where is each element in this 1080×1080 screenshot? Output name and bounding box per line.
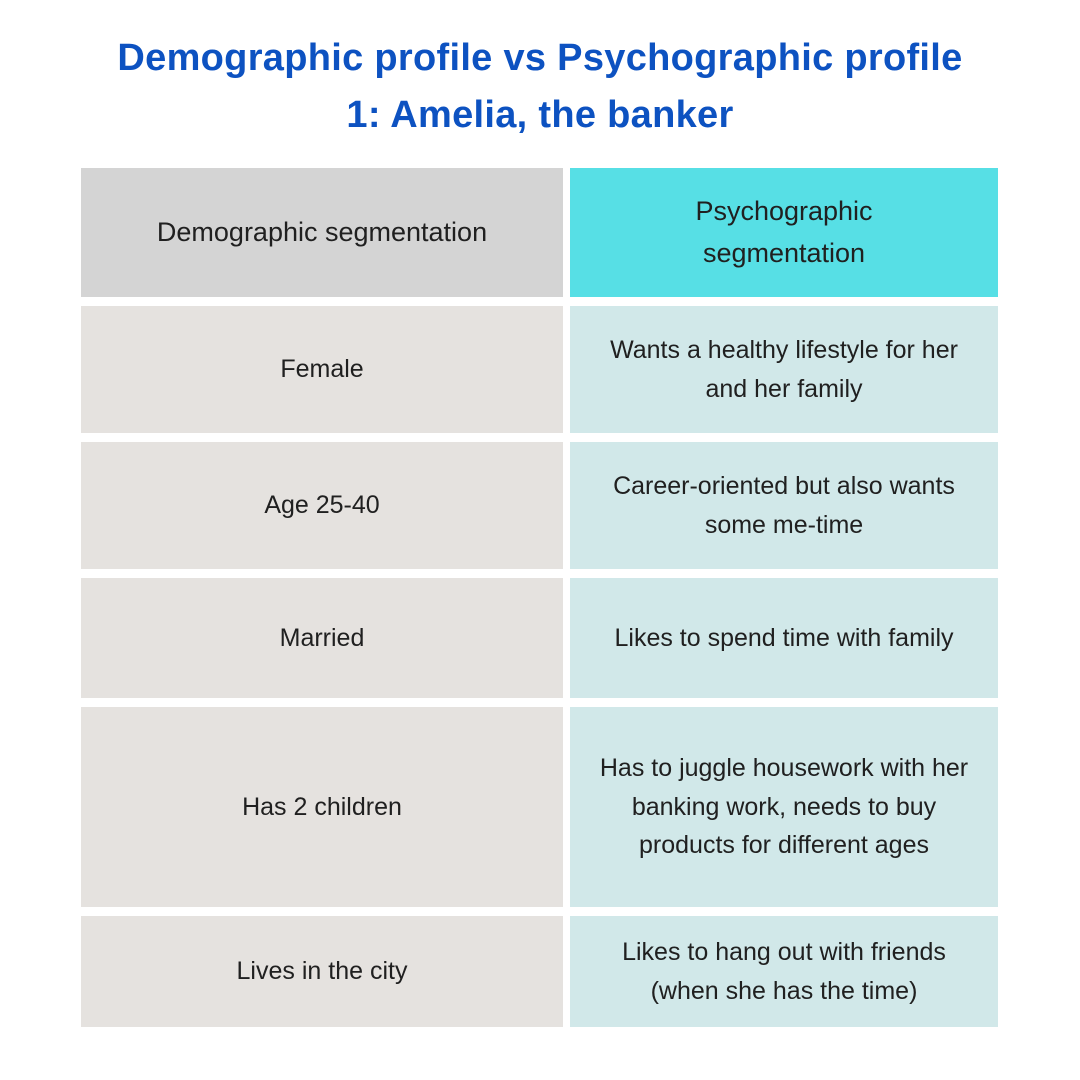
table-row-5-psychographic-cell: Likes to hang out with friends (when she has the time) xyxy=(570,916,998,1027)
table-row-1-demographic-cell: Female xyxy=(81,306,563,433)
header-cell-psychographic: Psychographic segmentation xyxy=(570,168,998,297)
comparison-table xyxy=(81,168,998,1027)
table-row-4-demographic-cell: Has 2 children xyxy=(81,707,563,907)
table-row-2-demographic-cell: Age 25-40 xyxy=(81,442,563,569)
table-row-4-psychographic-cell: Has to juggle housework with her banking work, needs to buy products for different ages xyxy=(570,707,998,907)
table-row-1-psychographic-cell: Wants a healthy lifestyle for her and her family xyxy=(570,306,998,433)
page-title: Demographic profile vs Psychographic profile 1: Amelia, the banker xyxy=(117,37,963,136)
table-row-3-psychographic-cell: Likes to spend time with family xyxy=(570,578,998,698)
table-row-5-demographic-cell: Lives in the city xyxy=(81,916,563,1027)
table-row-2-psychographic-cell: Career-oriented but also wants some me-time xyxy=(570,442,998,569)
header-cell-demographic: Demographic segmentation xyxy=(81,168,563,297)
table-row-3-demographic-cell: Married xyxy=(81,578,563,698)
